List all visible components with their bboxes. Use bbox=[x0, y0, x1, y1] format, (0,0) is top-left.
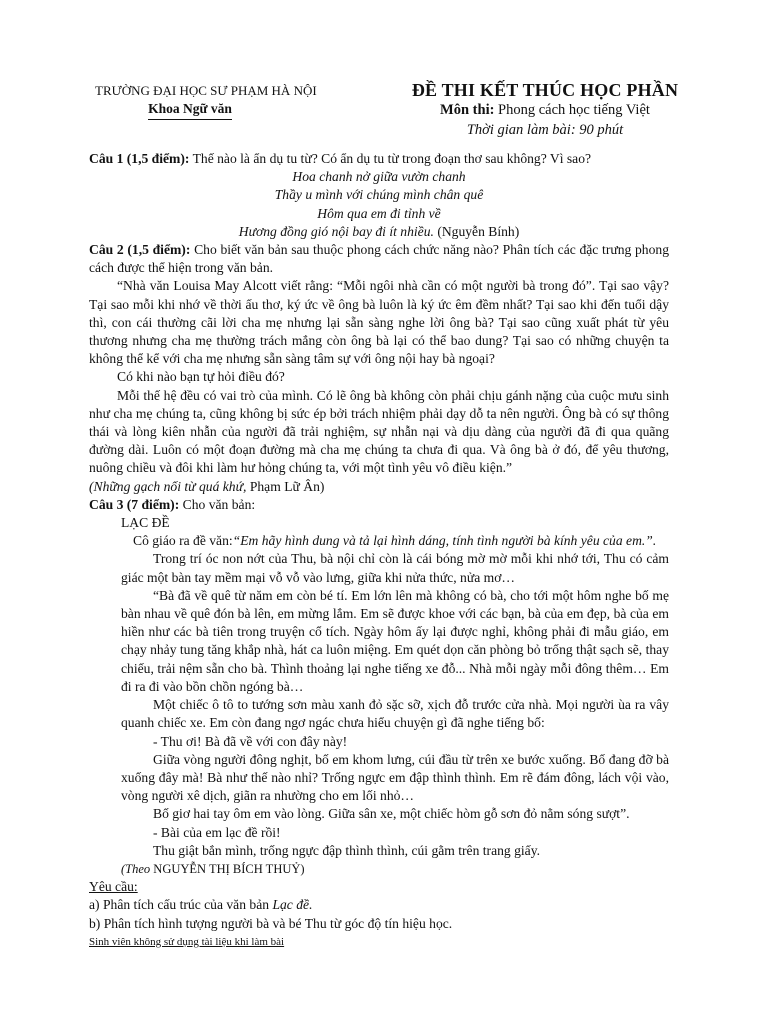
poem-line: Hương đồng gió nội bay đi ít nhiều. bbox=[238, 223, 434, 239]
q2-paragraph-2: Có khi nào bạn tự hỏi điều đó? bbox=[117, 369, 285, 385]
q2-source-title: (Những gạch nối từ quá khứ, bbox=[89, 478, 247, 494]
poem-line: Hôm qua em đi tỉnh về bbox=[317, 205, 441, 221]
q2-text: Cho biết văn bản sau thuộc phong cách chức năng nào? Phân tích các đặc trưng phong cách được thể hiện trong văn bản. bbox=[89, 242, 669, 276]
subject-value: Phong cách học tiếng Việt bbox=[498, 102, 650, 118]
story-p2: Trong trí óc non nớt của Thu, bà nội chỉ còn là cái bóng mờ mờ mỗi khi nhớ tới, Thu có cảm giác một bàn tay mềm mại vỗ vỗ vào lưng, giữa khi nửa thức, nửa mơ… bbox=[121, 551, 669, 585]
poem-author: (Nguyễn Bính) bbox=[437, 223, 520, 239]
poem-line: Thầy u mình với chúng mình chân quê bbox=[274, 187, 484, 203]
poem-line-last bbox=[89, 223, 669, 241]
exam-title: ĐỀ THI KẾT THÚC HỌC PHẦN bbox=[411, 80, 679, 100]
school-name: TRƯỜNG ĐẠI HỌC SƯ PHẠM HÀ NỘI bbox=[95, 83, 317, 98]
story-p7: Bố giơ hai tay ôm em vào lòng. Giữa sân xe, một chiếc hòm gỗ sơn đỏ nằm sóng sượt”. bbox=[153, 806, 630, 822]
q2-paragraph-3: Mỗi thế hệ đều có vai trò của mình. Có lẽ ông bà không còn phải chịu gánh nặng của cuộc mưu sinh như cha mẹ chúng ta, cũng không bị sức ép bởi trách nhiệm phải dạy dỗ ta nên người. Ông bà có sự thông thái và lòng kiên nhẫn của người đã trải nghiệm, sự nhẫn nại và dịu dàng của người đã đi qua quãng đường dài. Luôn có một đoạn đường mà cha mẹ chúng ta chưa đi qua. Và ông bà ở đó, để yêu thương, nuông chiều và đôi khi làm hư hỏng chúng ta, với một tình yêu vô điều kiện.” bbox=[89, 387, 669, 476]
q1-label: Câu 1 (1,5 điểm): bbox=[89, 151, 190, 166]
q3-label: Câu 3 (7 điểm): bbox=[89, 496, 180, 512]
exam-note: Sinh viên không sử dụng tài liệu khi làm bài bbox=[89, 935, 285, 948]
question-1 bbox=[89, 150, 669, 168]
story-p9: Thu giật bắn mình, trống ngực đập thình thình, cúi gằm trên trang giấy. bbox=[153, 842, 541, 858]
question-3 bbox=[89, 496, 669, 514]
exam-subject bbox=[405, 102, 685, 119]
q3-text: Cho văn bản: bbox=[182, 496, 256, 512]
story-p1 bbox=[121, 532, 669, 550]
story bbox=[89, 514, 669, 878]
requirement-a-text: a) Phân tích cấu trúc của văn bản bbox=[89, 897, 270, 913]
exam-body bbox=[89, 150, 669, 951]
story-p4: Một chiếc ô tô to tướng sơn màu xanh đỏ sặc sỡ, xịch đỗ trước cửa nhà. Mọi người ùa ra vây quanh chiếc xe. Em còn đang ngơ ngác chưa hiểu chuyện gì đã nghe tiếng bố: bbox=[121, 697, 669, 731]
exam-time: Thời gian làm bài: 90 phút bbox=[466, 122, 624, 138]
story-p1-quote: “Em hãy hình dung và tả lại hình dáng, tính tình người bà kính yêu của em.”. bbox=[232, 533, 657, 549]
story-p6: Giữa vòng người đông nghịt, bố em khom lưng, cúi đầu từ trên xe bước xuống. Bố đang đỡ bà xuống đây mà! Bà như thế nào nhỉ? Trống ngực em đập thình thình. Em rẽ đám đông, lách vội vào, vòng người xê dịch, giãn ra nhường cho em lối nhỏ… bbox=[121, 751, 669, 804]
q1-text: Thế nào là ẩn dụ tu từ? Có ẩn dụ tu từ trong đoạn thơ sau không? Vì sao? bbox=[192, 151, 592, 166]
story-p5: - Thu ơi! Bà đã về với con đây này! bbox=[153, 733, 348, 749]
story-title: LẠC ĐỀ bbox=[121, 515, 170, 531]
story-p3: “Bà đã về quê từ năm em còn bé tí. Em lớn lên mà không có bà, cho tới một hôm nghe bố mẹ bàn nhau về quê đón bà lên, em mừng lắm. Em sẽ được khoe với các bạn, bà của em đẹp, bà của em hiền như các bà tiên trong truyện cổ tích. Ngày hôm ấy lại được nghỉ, không phải đi mẫu giáo, em chạy nhảy tung tăng khắp nhà, hát ca luôn miệng. Em quét dọn căn phòng bỏ trống thật sạch sẽ, thay chiếu, trải nệm sẵn cho bà. Thình thoảng lại nghe tiếng xe đỗ... Nhà mỗi ngày mỗi đông thêm… Em đi ra đi vào bồn chồn ngóng bà… bbox=[121, 587, 669, 694]
q2-source bbox=[89, 478, 669, 496]
story-p1-lead: Cô giáo ra đề văn: bbox=[133, 533, 233, 549]
requirement-b: b) Phân tích hình tượng người bà và bé Thu từ góc độ tín hiệu học. bbox=[89, 915, 453, 931]
story-p8: - Bài của em lạc đề rồi! bbox=[153, 824, 281, 840]
story-source bbox=[121, 860, 669, 878]
school-header bbox=[95, 83, 317, 120]
story-source-author: NGUYỄN THỊ BÍCH THUỶ) bbox=[153, 861, 305, 876]
requirement-a bbox=[89, 896, 669, 914]
question-2 bbox=[89, 241, 669, 277]
story-source-prefix: (Theo bbox=[121, 861, 151, 876]
q2-paragraph-1: “Nhà văn Louisa May Alcott viết rằng: “Mỗi ngôi nhà cần có một người bà trong đó”. Tại sao vậy? Tại sao mỗi khi nhớ về thời ấu thơ, ký ức về ông bà luôn là ký ức êm đềm nhất? Tại sao khi đến tuổi dậy thì, con cái thường cãi lời cha mẹ nhưng lại sẵn sàng nghe lời ông bà? Tại sao cũng xuất phát từ yêu thương nhưng cha mẹ thường trách mắng còn ông bà lại có thể bao dung? Tại sao có những chuyện ta không thể kể với cha mẹ nhưng sẵn sàng tâm sự với ông nội hay bà ngoại? bbox=[89, 278, 669, 367]
department-name: Khoa Ngữ văn bbox=[148, 101, 232, 120]
requirements-label: Yêu cầu: bbox=[89, 879, 138, 895]
q2-source-author: Phạm Lữ Ân) bbox=[249, 478, 325, 494]
q2-label: Câu 2 (1,5 điểm): bbox=[89, 242, 191, 258]
poem bbox=[89, 168, 669, 241]
exam-header bbox=[405, 80, 685, 139]
requirement-a-title: Lạc đề. bbox=[272, 897, 313, 913]
poem-line: Hoa chanh nở giữa vườn chanh bbox=[292, 169, 466, 185]
subject-label: Môn thi: bbox=[440, 102, 495, 118]
